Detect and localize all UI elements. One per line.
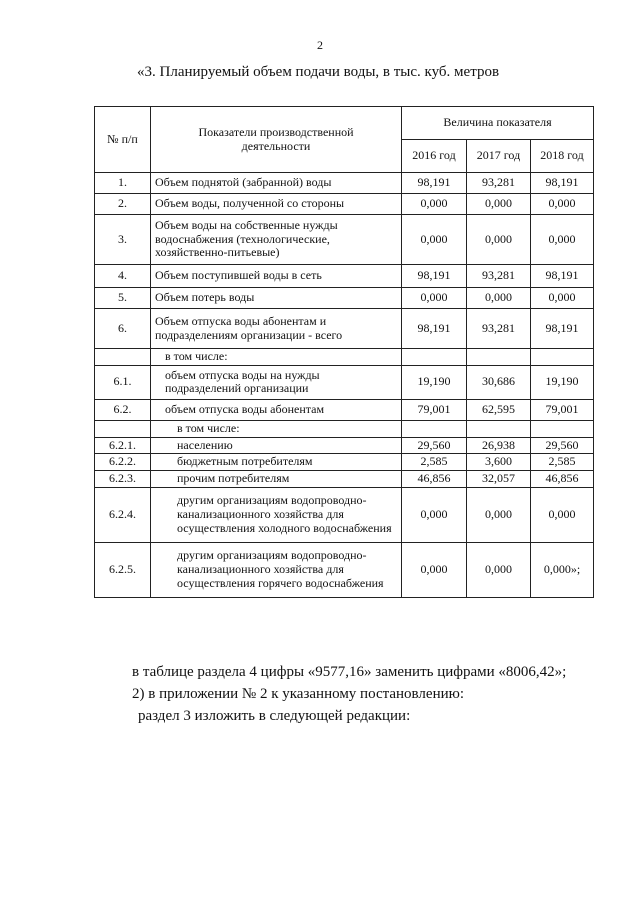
value-2018: 46,856 xyxy=(531,471,594,488)
value-2016: 0,000 xyxy=(402,488,467,543)
note-appendix-2: 2) в приложении № 2 к указанному постановлению: xyxy=(132,686,464,702)
value-2016: 0,000 xyxy=(402,194,467,215)
value-2017: 0,000 xyxy=(467,543,531,598)
header-year-2017: 2017 год xyxy=(467,140,531,173)
value-2016: 98,191 xyxy=(402,309,467,349)
note-section-3-edit: раздел 3 изложить в следующей редакции: xyxy=(138,708,411,724)
value-2018: 0,000 xyxy=(531,194,594,215)
row-indicator-name: Объем воды на собственные нужды водоснабжения (технологические, хозяйственно-питьевые) xyxy=(151,215,402,265)
value-2018: 98,191 xyxy=(531,265,594,288)
row-number: 6.2.4. xyxy=(95,488,151,543)
row-number: 6.2.5. xyxy=(95,543,151,598)
header-indicator: Показатели производственной деятельности xyxy=(151,107,402,173)
row-number: 1. xyxy=(95,173,151,194)
value-2017: 32,057 xyxy=(467,471,531,488)
value-2018: 79,001 xyxy=(531,399,594,420)
row-number: 4. xyxy=(95,265,151,288)
row-indicator-name: Объем отпуска воды абонентам и подразделениям организации - всего xyxy=(151,309,402,349)
row-number: 6.2.2. xyxy=(95,454,151,471)
value-2016: 79,001 xyxy=(402,399,467,420)
value-2017: 0,000 xyxy=(467,288,531,309)
row-number: 5. xyxy=(95,288,151,309)
value-2016: 46,856 xyxy=(402,471,467,488)
value-2017: 3,600 xyxy=(467,454,531,471)
table-row xyxy=(95,437,594,454)
table-row xyxy=(95,420,594,437)
row-indicator-name: Объем воды, полученной со стороны xyxy=(151,194,402,215)
table-row xyxy=(95,265,594,288)
header-num: № п/п xyxy=(95,107,151,173)
row-number: 6.2.3. xyxy=(95,471,151,488)
value-2016 xyxy=(402,349,467,366)
header-year-2018: 2018 год xyxy=(531,140,594,173)
value-2018: 29,560 xyxy=(531,437,594,454)
row-indicator-name: Объем поступившей воды в сеть xyxy=(151,265,402,288)
value-2016: 29,560 xyxy=(402,437,467,454)
table-row xyxy=(95,173,594,194)
value-2018: 0,000»; xyxy=(531,543,594,598)
table-row xyxy=(95,543,594,598)
row-indicator-name: прочим потребителям xyxy=(151,471,402,488)
value-2018: 98,191 xyxy=(531,309,594,349)
row-indicator-name: в том числе: xyxy=(151,349,402,366)
value-2016: 0,000 xyxy=(402,215,467,265)
value-2018: 0,000 xyxy=(531,288,594,309)
row-number: 6. xyxy=(95,309,151,349)
table-row xyxy=(95,399,594,420)
row-indicator-name: в том числе: xyxy=(151,420,402,437)
note-table-4-change: в таблице раздела 4 цифры «9577,16» заменить цифрами «8006,42»; xyxy=(132,664,567,680)
value-2018: 19,190 xyxy=(531,365,594,399)
table-row xyxy=(95,471,594,488)
row-number xyxy=(95,349,151,366)
value-2017: 93,281 xyxy=(467,173,531,194)
value-2017: 62,595 xyxy=(467,399,531,420)
section-title: «3. Планируемый объем подачи воды, в тыс. куб. метров xyxy=(137,64,500,80)
value-2017: 93,281 xyxy=(467,309,531,349)
table-row xyxy=(95,365,594,399)
value-2017: 0,000 xyxy=(467,215,531,265)
row-number: 2. xyxy=(95,194,151,215)
value-2017: 26,938 xyxy=(467,437,531,454)
value-2018: 0,000 xyxy=(531,488,594,543)
value-2017 xyxy=(467,420,531,437)
value-2018: 98,191 xyxy=(531,173,594,194)
value-2016: 2,585 xyxy=(402,454,467,471)
value-2018 xyxy=(531,349,594,366)
row-indicator-name: объем отпуска воды абонентам xyxy=(151,399,402,420)
header-year-2016: 2016 год xyxy=(402,140,467,173)
row-indicator-name: объем отпуска воды на нужды подразделений организации xyxy=(151,365,402,399)
row-indicator-name: другим организациям водопроводно-канализационного хозяйства для осуществления горячего водоснабжения xyxy=(151,543,402,598)
row-indicator-name: населению xyxy=(151,437,402,454)
value-2017: 93,281 xyxy=(467,265,531,288)
planned-water-supply-table xyxy=(94,106,594,598)
value-2017: 30,686 xyxy=(467,365,531,399)
row-indicator-name: Объем поднятой (забранной) воды xyxy=(151,173,402,194)
row-indicator-name: другим организациям водопроводно-канализационного хозяйства для осуществления холодного водоснабжения xyxy=(151,488,402,543)
table-row xyxy=(95,288,594,309)
row-number: 6.2.1. xyxy=(95,437,151,454)
row-number: 6.1. xyxy=(95,365,151,399)
value-2017: 0,000 xyxy=(467,194,531,215)
value-2018: 0,000 xyxy=(531,215,594,265)
value-2016 xyxy=(402,420,467,437)
table-row xyxy=(95,454,594,471)
table-row xyxy=(95,215,594,265)
table-row xyxy=(95,194,594,215)
row-indicator-name: бюджетным потребителям xyxy=(151,454,402,471)
table-row xyxy=(95,309,594,349)
value-2016: 0,000 xyxy=(402,288,467,309)
value-2016: 0,000 xyxy=(402,543,467,598)
row-indicator-name: Объем потерь воды xyxy=(151,288,402,309)
row-number xyxy=(95,420,151,437)
row-number: 3. xyxy=(95,215,151,265)
value-2018: 2,585 xyxy=(531,454,594,471)
table-row xyxy=(95,349,594,366)
value-2016: 98,191 xyxy=(402,173,467,194)
value-2016: 98,191 xyxy=(402,265,467,288)
value-2018 xyxy=(531,420,594,437)
value-2017 xyxy=(467,349,531,366)
page-number: 2 xyxy=(317,38,323,52)
header-value-group: Величина показателя xyxy=(402,107,594,140)
table-row xyxy=(95,488,594,543)
value-2017: 0,000 xyxy=(467,488,531,543)
value-2016: 19,190 xyxy=(402,365,467,399)
row-number: 6.2. xyxy=(95,399,151,420)
